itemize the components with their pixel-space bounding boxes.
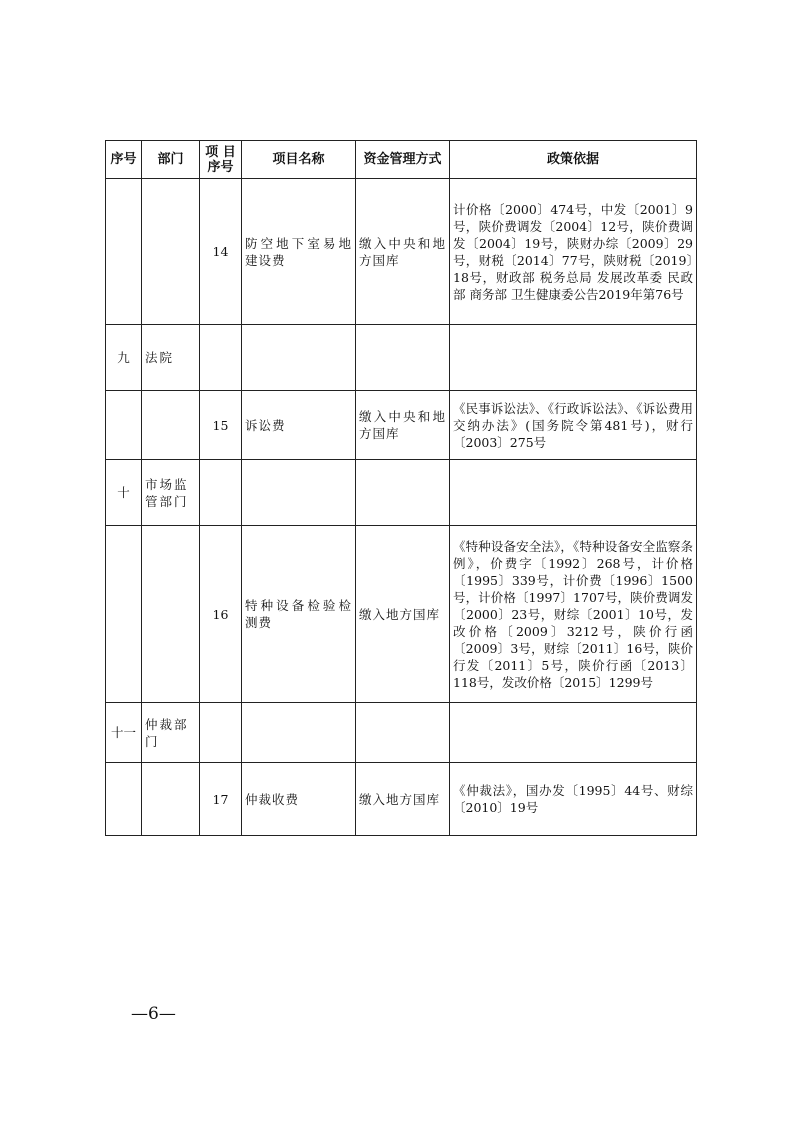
table-row [106, 391, 697, 460]
row-dept [142, 391, 200, 460]
row-item-no [200, 460, 242, 526]
table-row [106, 179, 697, 325]
row-policy [450, 460, 697, 526]
row-policy: 《仲裁法》，国办发〔1995〕44号、财综〔2010〕19号 [450, 763, 697, 836]
table-row [106, 526, 697, 703]
page-number: —6— [131, 1004, 176, 1024]
row-item-name [242, 325, 356, 391]
row-policy: 计价格〔2000〕474号，中发〔2001〕9号，陕价费调发〔2004〕12号，陕价费调发〔2004〕19号，陕财办综〔2009〕29号，财税〔2014〕77号，陕财税〔2019〕18号，财政部 税务总局 发展改革委 民政部 商务部 卫生健康委公告2019年第76号 [450, 179, 697, 325]
row-index [106, 763, 142, 836]
row-item-name: 防空地下室易地建设费 [242, 179, 356, 325]
row-index: 九 [106, 325, 142, 391]
header-fund-mgmt: 资金管理方式 [356, 141, 450, 179]
row-item-no: 16 [200, 526, 242, 703]
row-dept [142, 526, 200, 703]
header-row [106, 141, 697, 179]
row-fund-mgmt [356, 703, 450, 763]
row-item-no [200, 325, 242, 391]
row-item-name: 仲裁收费 [242, 763, 356, 836]
fee-table [105, 140, 697, 836]
row-index: 十 [106, 460, 142, 526]
header-dept: 部门 [142, 141, 200, 179]
row-item-no: 15 [200, 391, 242, 460]
table-row [106, 325, 697, 391]
header-index: 序号 [106, 141, 142, 179]
row-policy [450, 325, 697, 391]
row-dept: 仲裁部门 [142, 703, 200, 763]
row-fund-mgmt [356, 460, 450, 526]
row-fund-mgmt: 缴入地方国库 [356, 526, 450, 703]
header-policy: 政策依据 [450, 141, 697, 179]
table-row [106, 703, 697, 763]
row-item-name: 诉讼费 [242, 391, 356, 460]
header-item-name: 项目名称 [242, 141, 356, 179]
row-policy [450, 703, 697, 763]
row-item-name: 特种设备检验检测费 [242, 526, 356, 703]
row-dept: 法院 [142, 325, 200, 391]
row-item-no [200, 703, 242, 763]
row-item-no: 17 [200, 763, 242, 836]
row-index [106, 526, 142, 703]
row-item-no: 14 [200, 179, 242, 325]
table-row [106, 763, 697, 836]
row-item-name [242, 703, 356, 763]
row-item-name [242, 460, 356, 526]
row-index: 十一 [106, 703, 142, 763]
row-fund-mgmt: 缴入中央和地方国库 [356, 179, 450, 325]
row-dept [142, 179, 200, 325]
row-policy: 《特种设备安全法》，《特种设备安全监察条例》，价费字〔1992〕268号，计价格〔1995〕339号，计价费〔1996〕1500号，计价格〔1997〕1707号，陕价费调发〔2000〕23号，财综〔2001〕10号，发改价格〔2009〕3212号，陕价行函〔2009〕3号，财综〔2011〕16号，陕价行发〔2011〕5号，陕价行函〔2013〕118号，发改价格〔2015〕1299号 [450, 526, 697, 703]
row-fund-mgmt: 缴入中央和地方国库 [356, 391, 450, 460]
row-fund-mgmt [356, 325, 450, 391]
table-row [106, 460, 697, 526]
row-index [106, 179, 142, 325]
row-index [106, 391, 142, 460]
row-dept: 市场监管部门 [142, 460, 200, 526]
row-dept [142, 763, 200, 836]
header-item-no: 项 目序号 [200, 141, 242, 179]
row-policy: 《民事诉讼法》、《行政诉讼法》、《诉讼费用交纳办法》(国务院令第481号)，财行〔2003〕275号 [450, 391, 697, 460]
row-fund-mgmt: 缴入地方国库 [356, 763, 450, 836]
